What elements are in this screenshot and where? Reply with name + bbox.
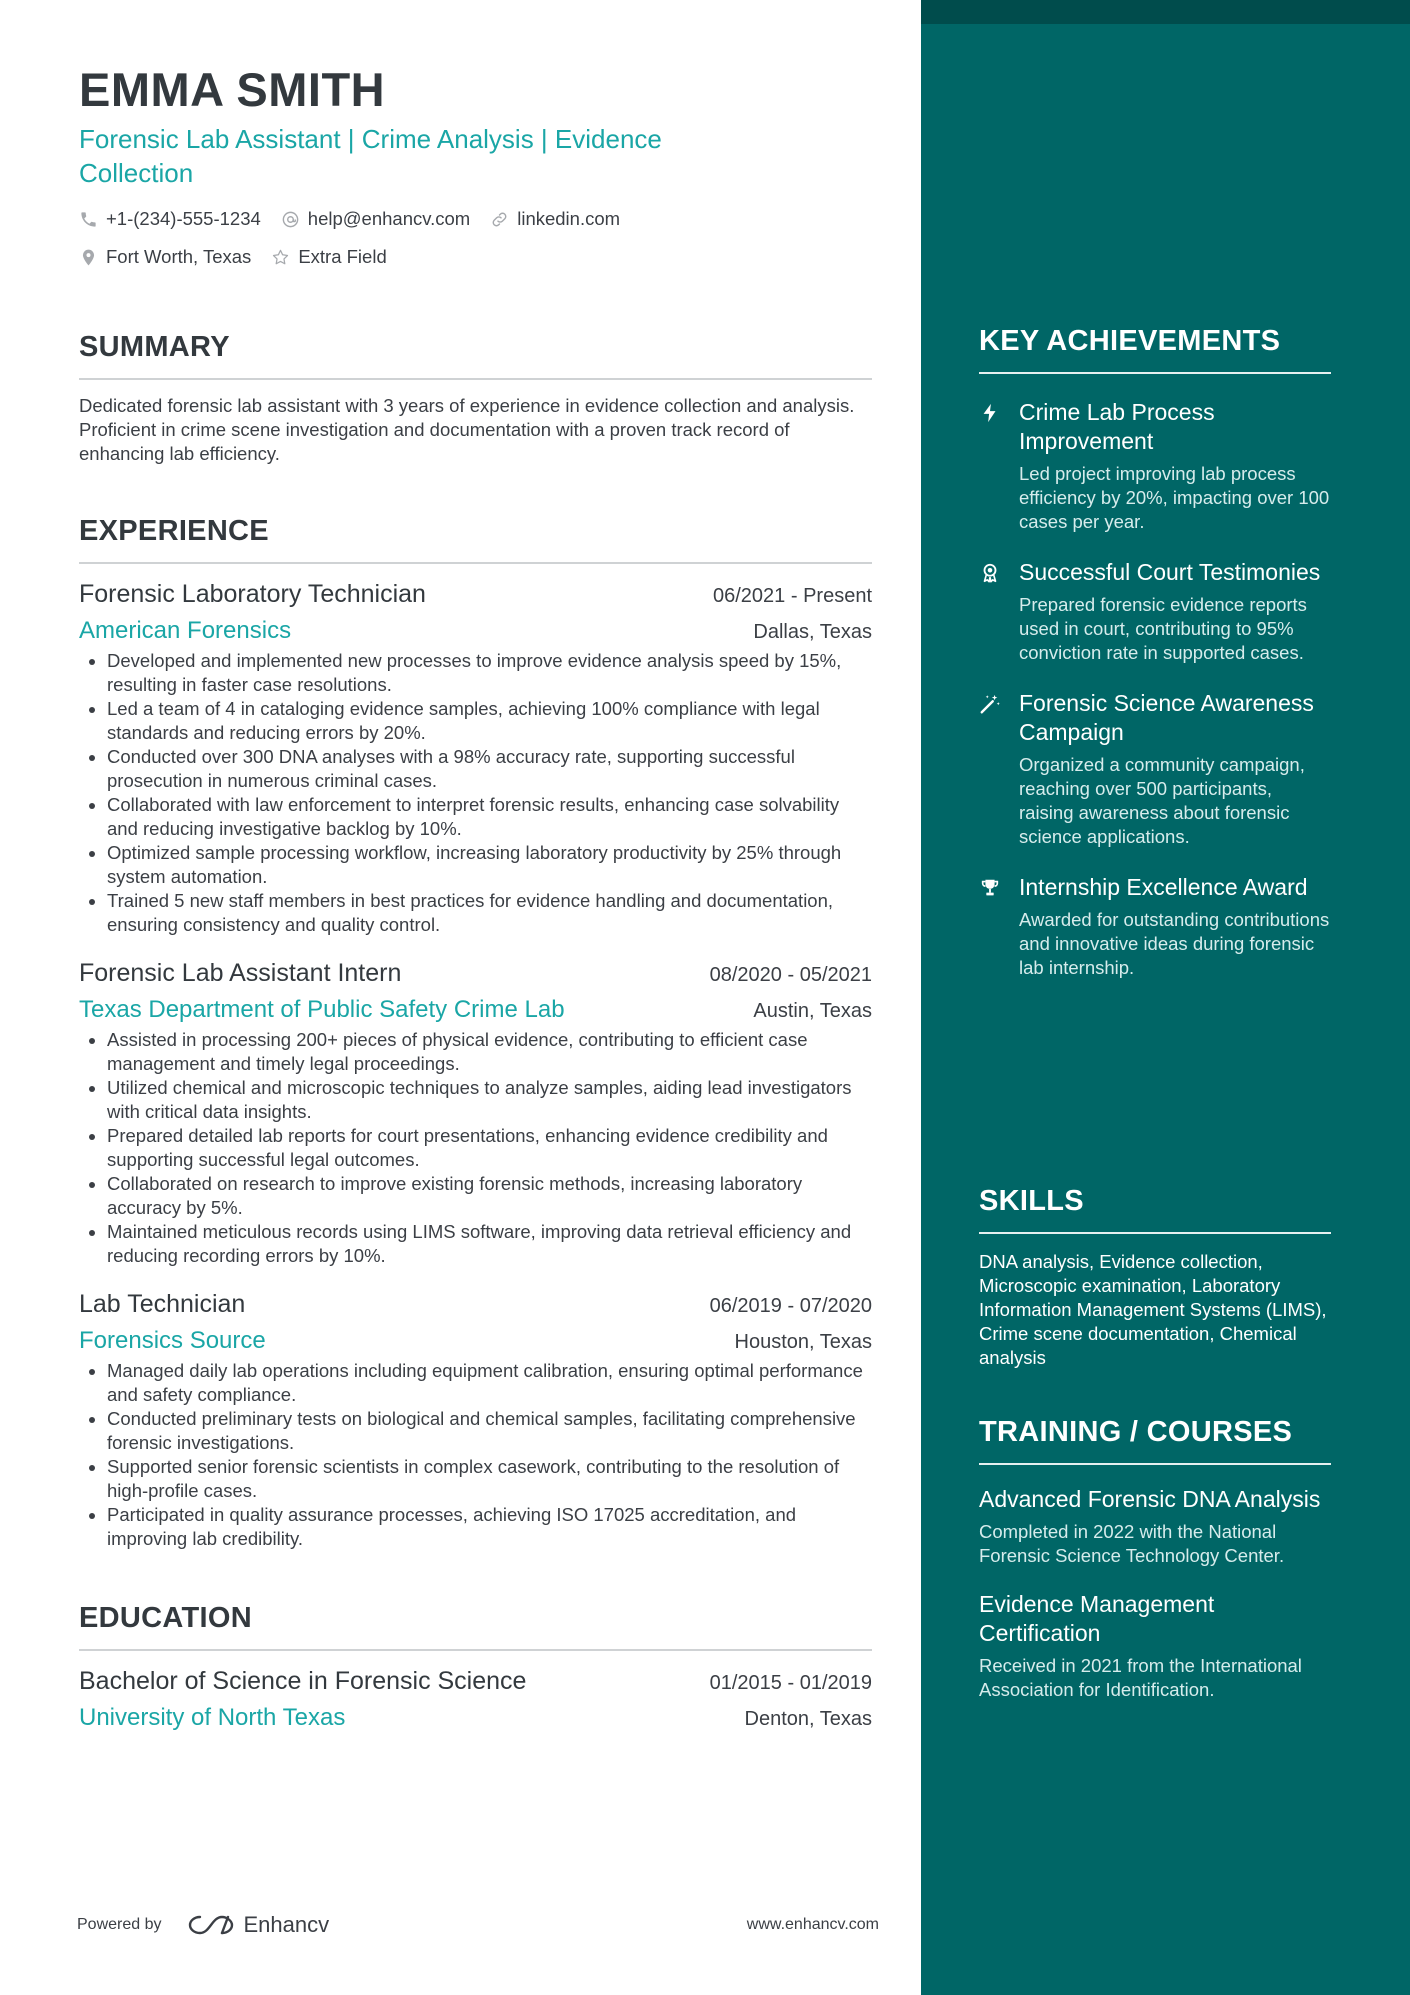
job-entry (79, 1290, 872, 1551)
skills-title: SKILLS (979, 1185, 1084, 1217)
experience-title: EXPERIENCE (79, 515, 269, 547)
headline: Forensic Lab Assistant | Crime Analysis | Evidence Collection (79, 124, 662, 188)
achievement-desc: Prepared forensic evidence reports used in court, contributing to 95% conviction rate in supported cases. (1019, 594, 1307, 663)
achievements-section (979, 324, 1331, 980)
skills-text: DNA analysis, Evidence collection, Microscopic examination, Laboratory Information Management Systems (LIMS), Crime scene documentation, Chemical analysis (979, 1251, 1327, 1368)
location-text: Fort Worth, Texas (106, 246, 252, 267)
extra-field-text: Extra Field (298, 246, 387, 267)
email-text: help@enhancv.com (307, 208, 471, 229)
enhancv-logo[interactable] (188, 1912, 330, 1938)
job-company: Texas Department of Public Safety Crime Lab (79, 996, 565, 1023)
summary-section (79, 330, 872, 466)
experience-divider (79, 562, 872, 564)
job-location: Dallas, Texas (753, 621, 872, 643)
job-company: American Forensics (79, 617, 292, 644)
footer (77, 1912, 879, 1938)
achievement-item (979, 689, 1331, 849)
bullet-item: • Led a team of 4 in cataloging evidence samples, achieving 100% compliance with legal standards and reducing errors by 20%. (107, 697, 872, 745)
bullet-item: • Maintained meticulous records using LIMS software, improving data retrieval efficiency and reducing recording errors by 10%. (107, 1220, 872, 1268)
bullet-item: • Collaborated on research to improve existing forensic methods, increasing laboratory accuracy by 5%. (107, 1172, 872, 1220)
summary-text: Dedicated forensic lab assistant with 3 years of experience in evidence collection and analysis. Proficient in crime scene investigation and documentation with a proven track record of enhancing lab efficiency. (79, 395, 855, 464)
link-icon (490, 210, 509, 229)
achievement-desc: Awarded for outstanding contributions and innovative ideas during forensic lab internship. (1019, 909, 1330, 978)
degree-title: Bachelor of Science in Forensic Science (79, 1667, 527, 1695)
job-date: 06/2019 - 07/2020 (709, 1295, 872, 1317)
course-desc: Completed in 2022 with the National Forensic Science Technology Center. (979, 1521, 1285, 1566)
bullet-item: • Utilized chemical and microscopic techniques to analyze samples, aiding lead investigators with critical data insights. (107, 1076, 872, 1124)
bullet-item: • Conducted over 300 DNA analyses with a 98% accuracy rate, supporting successful prosecution in numerous criminal cases. (107, 745, 872, 793)
job-title: Forensic Laboratory Technician (79, 580, 426, 608)
bullet-item: • Conducted preliminary tests on biological and chemical samples, facilitating comprehensive forensic investigations. (107, 1407, 872, 1455)
job-title: Lab Technician (79, 1290, 246, 1318)
star-icon (271, 248, 290, 267)
main-column (79, 62, 872, 1732)
achievement-desc: Led project improving lab process efficiency by 20%, impacting over 100 cases per year. (1019, 463, 1330, 532)
brand-name: Enhancv (243, 1912, 330, 1937)
summary-title: SUMMARY (79, 331, 230, 363)
achievement-item (979, 398, 1331, 534)
job-title: Forensic Lab Assistant Intern (79, 959, 402, 987)
magic-wand-icon (979, 693, 1001, 715)
sidebar-top-bar (921, 0, 1410, 24)
bullet-item: • Collaborated with law enforcement to interpret forensic results, enhancing case solvability and reducing investigative backlog by 10%. (107, 793, 872, 841)
award-ribbon-icon (979, 562, 1001, 584)
job-bullets (79, 1359, 872, 1551)
bullet-item: • Supported senior forensic scientists in complex casework, contributing to the resolution of high-profile cases. (107, 1455, 872, 1503)
achievements-title: KEY ACHIEVEMENTS (979, 325, 1281, 357)
bullet-item: • Developed and implemented new processes to improve evidence analysis speed by 15%, resulting in faster case resolutions. (107, 649, 872, 697)
lightning-icon (979, 402, 1001, 424)
contact-row-1 (79, 204, 872, 234)
education-entry (79, 1667, 872, 1732)
training-divider (979, 1463, 1331, 1465)
job-bullets (79, 1028, 872, 1268)
contact-row-2 (79, 242, 872, 272)
job-entry (79, 959, 872, 1268)
contact-extra (271, 246, 386, 268)
enhancv-logo-icon (188, 1913, 234, 1937)
education-title: EDUCATION (79, 1602, 252, 1634)
job-location: Austin, Texas (753, 1000, 872, 1022)
achievement-item (979, 873, 1331, 980)
contact-location (79, 246, 251, 268)
bullet-item: • Optimized sample processing workflow, increasing laboratory productivity by 25% through system automation. (107, 841, 872, 889)
bullet-item: • Participated in quality assurance processes, achieving ISO 17025 accreditation, and improving lab credibility. (107, 1503, 872, 1551)
contact-phone[interactable] (79, 208, 261, 230)
education-date: 01/2015 - 01/2019 (709, 1672, 872, 1694)
trophy-icon (979, 877, 1001, 899)
website-link[interactable]: www.enhancv.com (746, 1916, 879, 1933)
school-location: Denton, Texas (744, 1708, 872, 1730)
achievement-item (979, 558, 1331, 665)
job-date: 08/2020 - 05/2021 (709, 964, 872, 986)
skills-section (979, 1184, 1331, 1370)
job-company: Forensics Source (79, 1327, 266, 1354)
achievement-title: Forensic Science Awareness Campaign (1019, 690, 1314, 745)
phone-text: +1-(234)-555-1234 (106, 208, 261, 229)
course-item (979, 1590, 1331, 1702)
achievement-title: Crime Lab Process Improvement (1019, 399, 1215, 454)
location-pin-icon (79, 248, 98, 267)
linkedin-text: linkedin.com (517, 208, 621, 229)
contact-email[interactable] (281, 208, 470, 230)
at-icon (281, 210, 300, 229)
bullet-item: • Assisted in processing 200+ pieces of physical evidence, contributing to efficient case management and timely legal proceedings. (107, 1028, 872, 1076)
course-desc: Received in 2021 from the International Association for Identification. (979, 1655, 1302, 1700)
job-location: Houston, Texas (734, 1331, 872, 1353)
experience-section (79, 514, 872, 1551)
candidate-name: EMMA SMITH (79, 63, 386, 116)
achievement-desc: Organized a community campaign, reaching over 500 participants, raising awareness about forensic science applications. (1019, 754, 1305, 847)
course-title: Advanced Forensic DNA Analysis (979, 1486, 1321, 1512)
summary-divider (79, 378, 872, 380)
course-title: Evidence Management Certification (979, 1591, 1215, 1646)
achievement-title: Internship Excellence Award (1019, 874, 1308, 900)
contact-linkedin[interactable] (490, 208, 620, 230)
job-date: 06/2021 - Present (713, 585, 872, 607)
bullet-item: • Managed daily lab operations including equipment calibration, ensuring optimal performance and safety compliance. (107, 1359, 872, 1407)
training-section (979, 1415, 1331, 1702)
skills-divider (979, 1232, 1331, 1234)
job-entry (79, 580, 872, 937)
achievements-divider (979, 372, 1331, 374)
achievement-title: Successful Court Testimonies (1019, 559, 1321, 585)
bullet-item: • Prepared detailed lab reports for court presentations, enhancing evidence credibility and supporting successful legal outcomes. (107, 1124, 872, 1172)
phone-icon (79, 210, 98, 229)
course-item (979, 1485, 1331, 1568)
powered-by-text: Powered by (77, 1916, 162, 1933)
bullet-item: • Trained 5 new staff members in best practices for evidence handling and documentation, ensuring consistency and quality control. (107, 889, 872, 937)
school-name: University of North Texas (79, 1704, 346, 1731)
education-section (79, 1601, 872, 1732)
education-divider (79, 1649, 872, 1651)
job-bullets (79, 649, 872, 937)
training-title: TRAINING / COURSES (979, 1416, 1293, 1448)
